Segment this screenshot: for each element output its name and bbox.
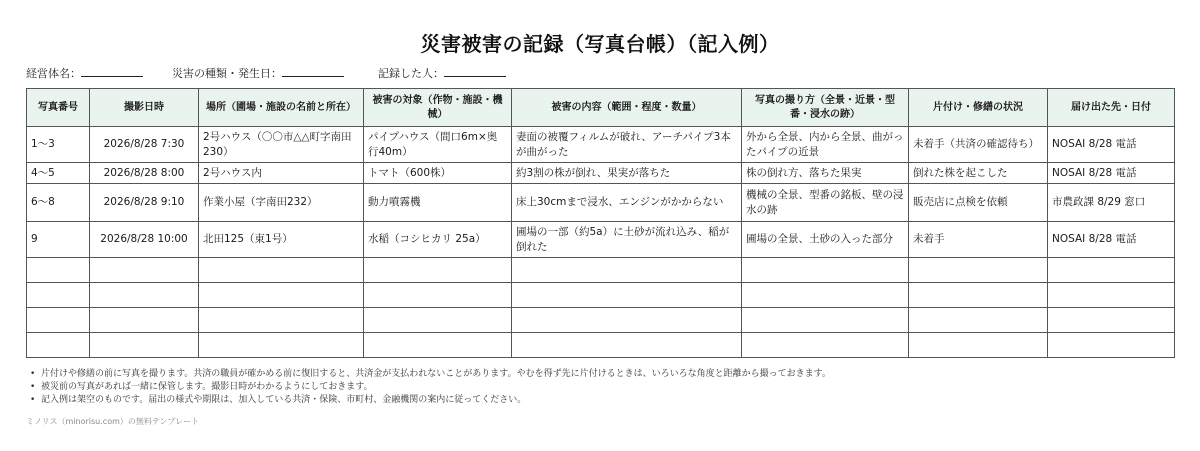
empty-table-row [27, 333, 1175, 358]
empty-cell[interactable] [364, 283, 512, 308]
empty-cell[interactable] [909, 258, 1048, 283]
cell-photo-method[interactable]: 機械の全景、型番の銘板、壁の浸水の跡 [742, 184, 909, 222]
cell-photo-no[interactable]: 9 [27, 222, 90, 258]
table-row [27, 184, 1175, 222]
empty-cell[interactable] [364, 258, 512, 283]
column-header-location: 場所（圃場・施設の名前と所在） [199, 89, 364, 127]
cell-damage[interactable]: 圃場の一部（約5a）に土砂が流れ込み、稲が倒れた [512, 222, 742, 258]
template-credit: ミノリス（minorisu.com）の無料テンプレート [26, 417, 200, 426]
cell-datetime[interactable]: 2026/8/28 9:10 [90, 184, 199, 222]
empty-cell[interactable] [90, 308, 199, 333]
header-fields [26, 65, 1176, 81]
cell-datetime[interactable]: 2026/8/28 8:00 [90, 163, 199, 184]
cell-cleanup[interactable]: 未着手（共済の確認待ち） [909, 127, 1048, 163]
empty-cell[interactable] [364, 333, 512, 358]
empty-cell[interactable] [27, 333, 90, 358]
disaster-input[interactable] [282, 66, 344, 77]
cell-location[interactable]: 2号ハウス（〇〇市△△町字南田230） [199, 127, 364, 163]
column-header-datetime: 撮影日時 [90, 89, 199, 127]
table-row [27, 222, 1175, 258]
empty-cell[interactable] [1048, 308, 1175, 333]
empty-cell[interactable] [512, 308, 742, 333]
empty-cell[interactable] [512, 283, 742, 308]
empty-cell[interactable] [199, 333, 364, 358]
cell-target[interactable]: 動力噴霧機 [364, 184, 512, 222]
cell-photo-no[interactable]: 4〜5 [27, 163, 90, 184]
cell-datetime[interactable]: 2026/8/28 10:00 [90, 222, 199, 258]
cell-cleanup[interactable]: 倒れた株を起こした [909, 163, 1048, 184]
empty-cell[interactable] [199, 308, 364, 333]
column-header-photo-method: 写真の撮り方（全景・近景・型番・浸水の跡） [742, 89, 909, 127]
operator-input[interactable] [81, 66, 143, 77]
cell-target[interactable]: トマト（600株） [364, 163, 512, 184]
notes-list [30, 368, 1170, 407]
empty-cell[interactable] [199, 283, 364, 308]
cell-damage[interactable]: 床上30cmまで浸水、エンジンがかからない [512, 184, 742, 222]
cell-cleanup[interactable]: 販売店に点検を依頼 [909, 184, 1048, 222]
empty-table-row [27, 258, 1175, 283]
operator-field [26, 65, 143, 81]
table-header-row [27, 89, 1175, 127]
cell-photo-method[interactable]: 株の倒れ方、落ちた果実 [742, 163, 909, 184]
empty-table-row [27, 308, 1175, 333]
disaster-field [172, 65, 344, 81]
cell-report[interactable]: NOSAI 8/28 電話 [1048, 127, 1175, 163]
empty-cell[interactable] [512, 258, 742, 283]
empty-cell[interactable] [27, 283, 90, 308]
empty-cell[interactable] [199, 258, 364, 283]
empty-cell[interactable] [1048, 283, 1175, 308]
column-header-report: 届け出た先・日付 [1048, 89, 1175, 127]
cell-target[interactable]: パイプハウス（間口6m×奥行40m） [364, 127, 512, 163]
recorder-field [378, 65, 506, 81]
empty-cell[interactable] [742, 258, 909, 283]
empty-cell[interactable] [27, 308, 90, 333]
disaster-label: 災害の種類・発生日： [172, 67, 282, 80]
cell-damage[interactable]: 約3割の株が倒れ、果実が落ちた [512, 163, 742, 184]
column-header-target: 被害の対象（作物・施設・機械） [364, 89, 512, 127]
table-row [27, 163, 1175, 184]
cell-datetime[interactable]: 2026/8/28 7:30 [90, 127, 199, 163]
cell-target[interactable]: 水稲（コシヒカリ 25a） [364, 222, 512, 258]
empty-cell[interactable] [909, 283, 1048, 308]
column-header-photo-no: 写真番号 [27, 89, 90, 127]
column-header-cleanup: 片付け・修繕の状況 [909, 89, 1048, 127]
recorder-label: 記録した人： [378, 67, 444, 80]
note-item: • 片付けや修繕の前に写真を撮ります。共済の職員が確かめる前に復旧すると、共済金が支払われないことがあります。やむを得ず先に片付けるときは、いろいろな角度と距離から撮っておきます。 [30, 368, 1170, 381]
cell-report[interactable]: NOSAI 8/28 電話 [1048, 163, 1175, 184]
cell-photo-no[interactable]: 6〜8 [27, 184, 90, 222]
cell-report[interactable]: NOSAI 8/28 電話 [1048, 222, 1175, 258]
note-item: • 被災前の写真があれば一緒に保管します。撮影日時がわかるようにしておきます。 [30, 381, 1170, 394]
empty-cell[interactable] [512, 333, 742, 358]
empty-cell[interactable] [742, 333, 909, 358]
page-title: 災害被害の記録（写真台帳）（記入例） [420, 32, 780, 56]
empty-cell[interactable] [742, 308, 909, 333]
cell-photo-method[interactable]: 外から全景、内から全景、曲がったパイプの近景 [742, 127, 909, 163]
empty-cell[interactable] [90, 333, 199, 358]
cell-cleanup[interactable]: 未着手 [909, 222, 1048, 258]
column-header-damage: 被害の内容（範囲・程度・数量） [512, 89, 742, 127]
recorder-input[interactable] [444, 66, 506, 77]
note-item: • 記入例は架空のものです。届出の様式や期限は、加入している共済・保険、市町村、金融機関の案内に従ってください。 [30, 394, 1170, 407]
cell-location[interactable]: 2号ハウス内 [199, 163, 364, 184]
cell-damage[interactable]: 妻面の被覆フィルムが破れ、アーチパイプ3本が曲がった [512, 127, 742, 163]
empty-cell[interactable] [909, 333, 1048, 358]
cell-report[interactable]: 市農政課 8/29 窓口 [1048, 184, 1175, 222]
empty-cell[interactable] [27, 258, 90, 283]
empty-table-row [27, 283, 1175, 308]
operator-label: 経営体名： [26, 67, 81, 80]
empty-cell[interactable] [90, 258, 199, 283]
cell-photo-method[interactable]: 圃場の全景、土砂の入った部分 [742, 222, 909, 258]
empty-cell[interactable] [909, 308, 1048, 333]
cell-photo-no[interactable]: 1〜3 [27, 127, 90, 163]
cell-location[interactable]: 北田125（東1号） [199, 222, 364, 258]
table-row [27, 127, 1175, 163]
empty-cell[interactable] [90, 283, 199, 308]
photo-ledger-table [26, 88, 1175, 358]
empty-cell[interactable] [364, 308, 512, 333]
empty-cell[interactable] [1048, 258, 1175, 283]
empty-cell[interactable] [742, 283, 909, 308]
empty-cell[interactable] [1048, 333, 1175, 358]
cell-location[interactable]: 作業小屋（字南田232） [199, 184, 364, 222]
